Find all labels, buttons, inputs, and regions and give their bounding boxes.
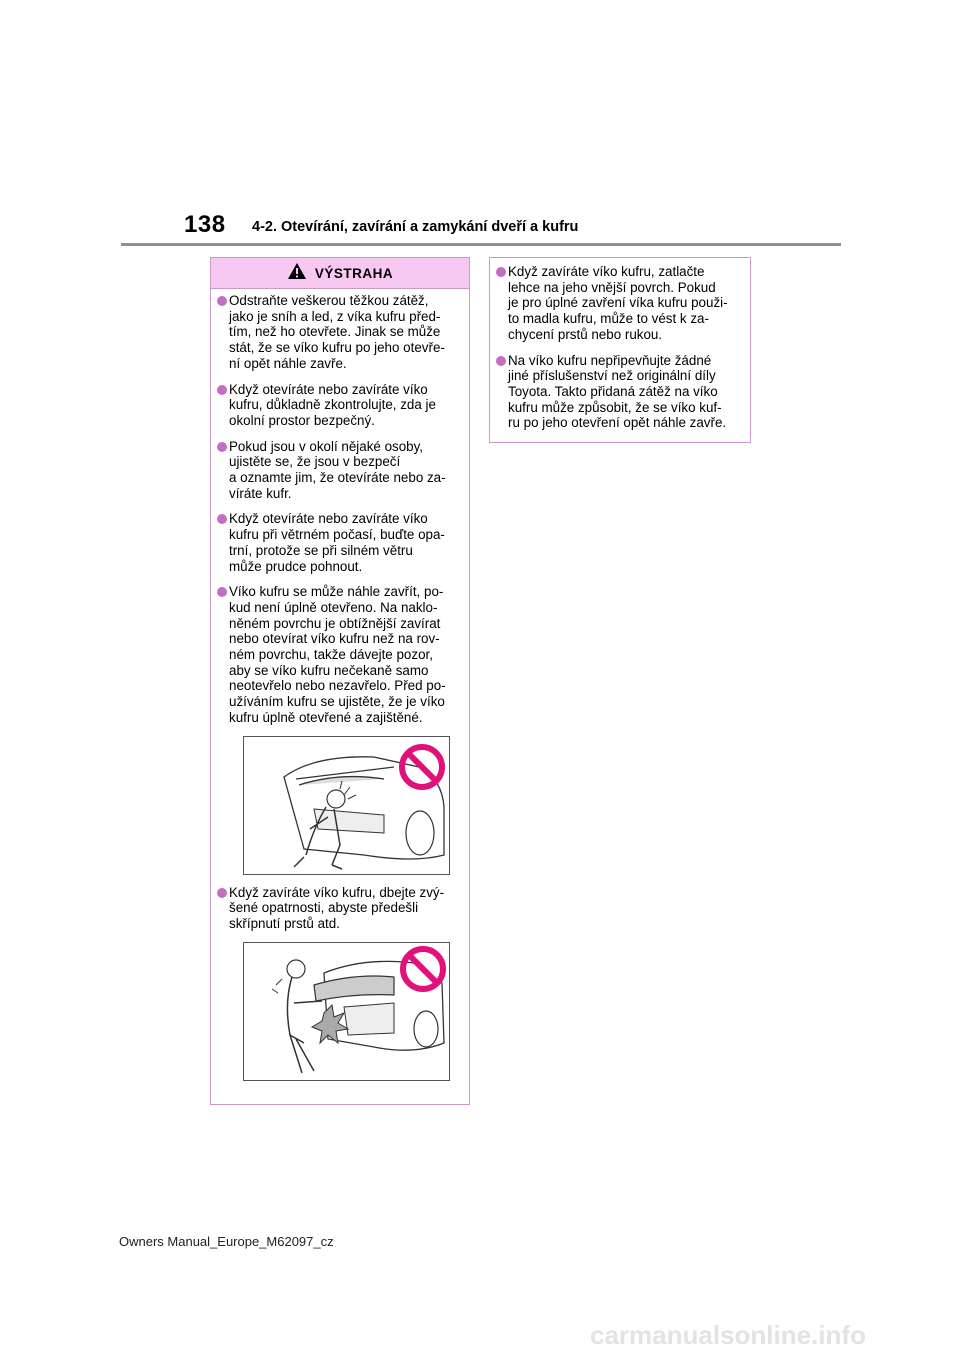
warning-triangle-icon [287,262,307,285]
warning-item: Víko kufru se může náhle zavřít, po- kud není úplně otevřeno. Na naklo- něném povrchu je obtížnější zavírat nebo otevírat víko kufru než na rov- ném povrchu, takže dávejte pozor, aby se víko kufru nečekaně samo neotevřelo nebo nezavřelo. Před po- užíváním kufru se ujistěte, že je víko kufru úplně otevřené a zajištěné. [217,584,463,725]
prohibition-icon [402,747,442,787]
warning-item: Když zavíráte víko kufru, zatlačte lehce na jeho vnější povrch. Pokud je pro úplné zavření víka kufru použi- to madla kufru, může to vést k za- chycení prstů nebo rukou. [496,264,744,343]
page-number: 138 [184,211,226,238]
trunk-finger-pinch-illustration [243,942,450,1081]
warning-item: Odstraňte veškerou těžkou zátěž, jako je sníh a led, z víka kufru před- tím, než ho otevřete. Jinak se může stát, že se víko kufru po jeho otevře- ní opět náhle zavře. [217,293,463,372]
warning-title: VÝSTRAHA [314,265,394,281]
bullet-dot-icon [496,267,506,277]
bullet-dot-icon [217,442,227,452]
bullet-dot-icon [496,356,506,366]
warning-item: Pokud jsou v okolí nějaké osoby, ujistěte se, že jsou v bezpečí a oznamte jim, že otevíráte nebo za- víráte kufr. [217,439,463,502]
prohibition-icon [403,949,443,989]
bullet-dot-icon [217,888,227,898]
section-title: 4-2. Otevírání, zavírání a zamykání dveří a kufru [252,219,579,235]
svg-text:carmanualsonline.info: carmanualsonline.info [590,1320,866,1350]
warning-item: Když otevíráte nebo zavíráte víko kufru, důkladně zkontrolujte, zda je okolní prostor bezpečný. [217,382,463,429]
header-divider [121,243,841,246]
warning-box-left [210,257,470,1105]
bullet-dot-icon [217,296,227,306]
footer-doc-id: Owners Manual_Europe_M62097_cz [119,1234,334,1249]
warning-header [211,258,469,289]
warning-item: Když zavíráte víko kufru, dbejte zvý- šené opatrnosti, abyste předešli skřípnutí prstů atd. [217,885,463,932]
warning-item: Když otevíráte nebo zavíráte víko kufru při větrném počasí, buďte opa- trní, protože se při silném větru může prudce pohnout. [217,511,463,574]
watermark-logo [590,1318,950,1352]
warning-item: Na víko kufru nepřipevňujte žádné jiné příslušenství než originální díly Toyota. Takto přidaná zátěž na víko kufru může způsobit, že se víko kuf- ru po jeho otevření opět náhle zavře. [496,353,744,432]
bullet-dot-icon [217,514,227,524]
bullet-dot-icon [217,385,227,395]
warning-box-right [489,257,751,443]
bullet-dot-icon [217,587,227,597]
trunk-lid-falling-illustration [243,736,450,875]
